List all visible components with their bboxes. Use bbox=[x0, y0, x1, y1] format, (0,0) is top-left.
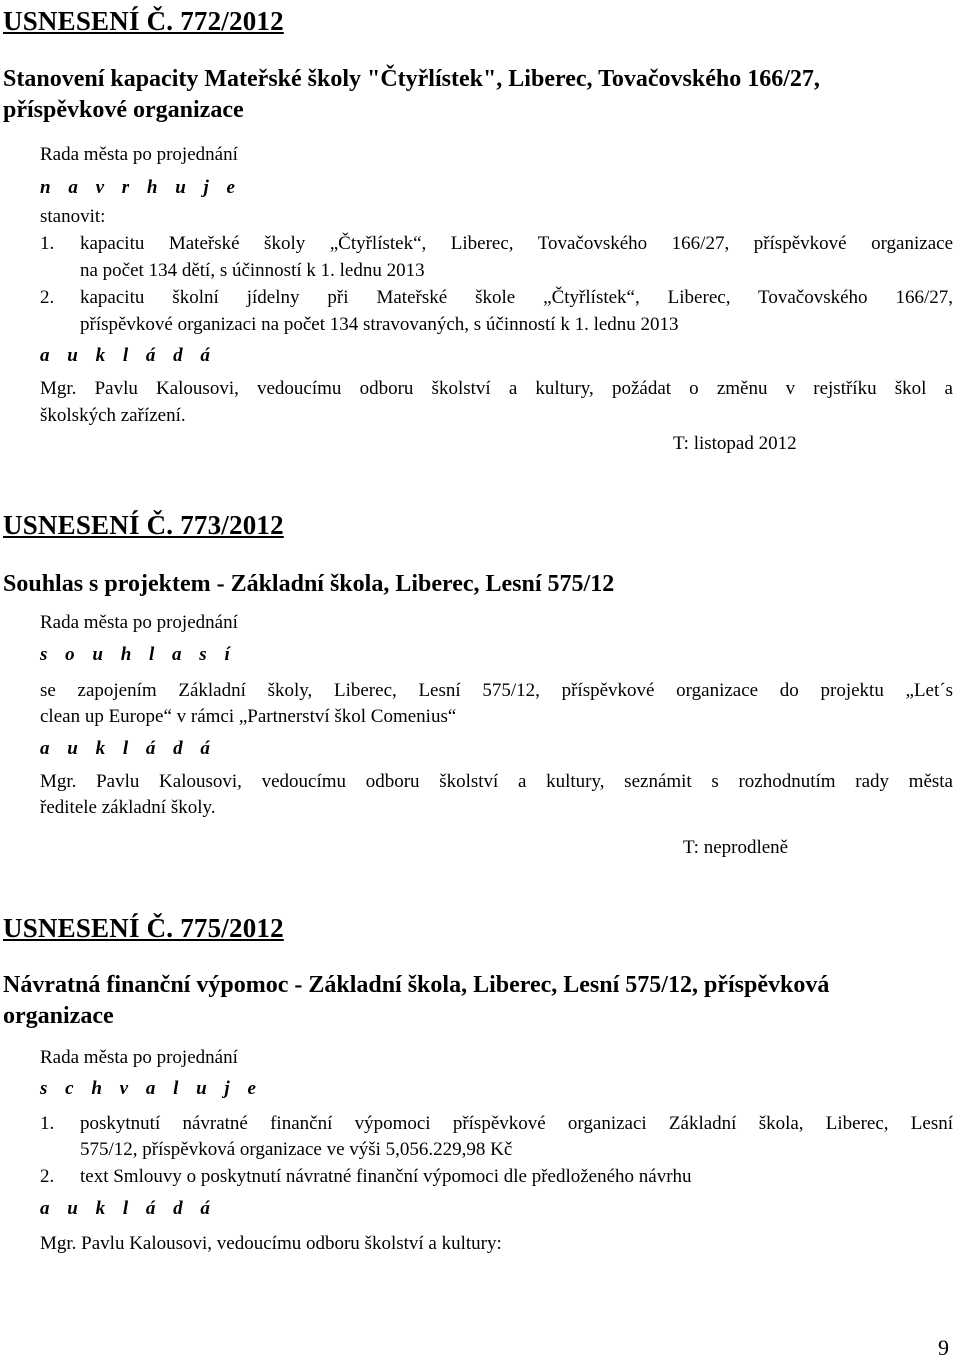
resolution-772-task-line-2: školských zařízení. bbox=[40, 405, 186, 426]
resolution-773-decision-word: s o u h l a s í bbox=[40, 644, 237, 665]
resolution-772-intro: stanovit: bbox=[40, 206, 106, 227]
resolution-772-subject-line-2: příspěvkové organizace bbox=[3, 97, 244, 123]
resolution-773-title: USNESENÍ Č. 773/2012 bbox=[3, 510, 284, 540]
resolution-775-subject-line-1: Návratná finanční výpomoc - Základní škola, Liberec, Lesní 575/12, příspěvková bbox=[3, 972, 830, 998]
resolution-772-item-1-number: 1. bbox=[40, 233, 55, 254]
resolution-772-item-1-line-2: na počet 134 dětí, s účinností k 1. lednu 2013 bbox=[80, 260, 425, 281]
resolution-773-task-line-2: ředitele základní školy. bbox=[40, 797, 216, 818]
resolution-772-task-line-1: Mgr. Pavlu Kalousovi, vedoucímu odboru školství a kultury, požádat o změnu v rejstříku škol a bbox=[40, 378, 953, 399]
resolution-772-item-2-line-1: kapacitu školní jídelny při Mateřské škole „Čtyřlístek“, Liberec, Tovačovského 166/27, bbox=[80, 287, 953, 308]
resolution-775-item-2-number: 2. bbox=[40, 1166, 55, 1187]
resolution-775-decision-word: s c h v a l u j e bbox=[40, 1078, 263, 1099]
resolution-772-decision-word: n a v r h u j e bbox=[40, 177, 242, 198]
resolution-772-subject-line-1: Stanovení kapacity Mateřské školy "Čtyřlístek", Liberec, Tovačovského 166/27, bbox=[3, 66, 820, 92]
resolution-775-council-line: Rada města po projednání bbox=[40, 1047, 238, 1068]
resolution-773-subject-line-1: Souhlas s projektem - Základní škola, Liberec, Lesní 575/12 bbox=[3, 571, 615, 597]
resolution-773-task-word: a u k l á d á bbox=[40, 738, 217, 759]
resolution-773-council-line: Rada města po projednání bbox=[40, 612, 238, 633]
resolution-772-task-word: a u k l á d á bbox=[40, 345, 217, 366]
resolution-772-item-1-line-1: kapacitu Mateřské školy „Čtyřlístek“, Liberec, Tovačovského 166/27, příspěvkové organizace bbox=[80, 233, 953, 254]
resolution-773-body-line-2: clean up Europe“ v rámci „Partnerství škol Comenius“ bbox=[40, 706, 457, 727]
resolution-775-item-1-line-1: poskytnutí návratné finanční výpomoci příspěvkové organizaci Základní škola, Liberec, Lesní bbox=[80, 1113, 953, 1134]
resolution-775-task-word: a u k l á d á bbox=[40, 1198, 217, 1219]
resolution-773-deadline: T: neprodleně bbox=[683, 837, 789, 858]
resolution-772-council-line: Rada města po projednání bbox=[40, 144, 238, 165]
resolution-775-task-line-1: Mgr. Pavlu Kalousovi, vedoucímu odboru školství a kultury: bbox=[40, 1233, 502, 1254]
resolution-773-body-line-1: se zapojením Základní školy, Liberec, Lesní 575/12, příspěvkové organizace do projektu „Let´s bbox=[40, 680, 953, 701]
page-number: 9 bbox=[938, 1335, 949, 1360]
resolution-772-title: USNESENÍ Č. 772/2012 bbox=[3, 6, 284, 36]
resolution-775-title: USNESENÍ Č. 775/2012 bbox=[3, 913, 284, 943]
resolution-773-task-line-1: Mgr. Pavlu Kalousovi, vedoucímu odboru školství a kultury, seznámit s rozhodnutím rady města bbox=[40, 771, 953, 792]
resolution-775-subject-line-2: organizace bbox=[3, 1003, 114, 1029]
resolution-772-deadline: T: listopad 2012 bbox=[673, 433, 797, 454]
resolution-775-item-1-number: 1. bbox=[40, 1113, 55, 1134]
resolution-772-item-2-number: 2. bbox=[40, 287, 55, 308]
resolution-775-item-2-line-1: text Smlouvy o poskytnutí návratné finanční výpomoci dle předloženého návrhu bbox=[80, 1166, 692, 1187]
resolution-772-item-2-line-2: příspěvkové organizaci na počet 134 stravovaných, s účinností k 1. lednu 2013 bbox=[80, 314, 679, 335]
resolution-775-item-1-line-2: 575/12, příspěvková organizace ve výši 5,056.229,98 Kč bbox=[80, 1139, 513, 1160]
